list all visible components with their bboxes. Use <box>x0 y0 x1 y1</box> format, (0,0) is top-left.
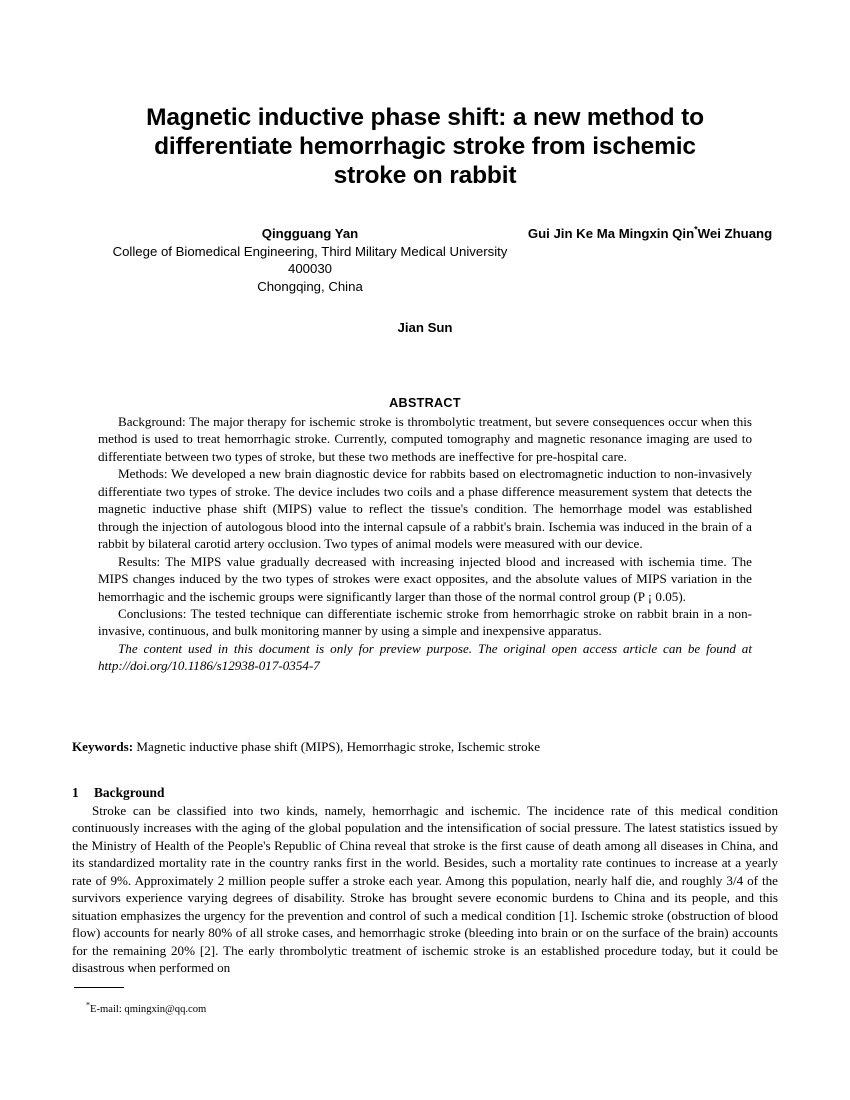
section-paragraph: Stroke can be classified into two kinds, namely, hemorrhagic and ischemic. The incidence rate of this medical condition continuously increases with the aging of the global population and the intensification of social pressure. The latest statistics issued by the Ministry of Health of the People's Republic of China reveal that stroke is the first cause of death among all diseases in China, and its standardized mortality rate in the country ranks first in the world. Besides, such a mortality rate continues to increase at a yearly rate of 9%. Approximately 2 million people suffer a stroke each year. Among this population, nearly half die, and roughly 3/4 of the survivors experience varying degrees of disability. Stroke has brought severe economic burdens to China and its people, and this situation emphasizes the urgency for the prevention and control of such a medical condition [1]. Ischemic stroke (obstruction of blood flow) accounts for nearly 80% of all stroke cases, and hemorrhagic stroke (bleeding into brain or on the surface of the brain) accounts for the remaining 20% [2]. The early thrombolytic treatment of ischemic stroke is an established procedure today, but it could be disastrous when performed on <box>72 803 778 976</box>
abstract-heading: ABSTRACT <box>389 396 461 410</box>
section-body-background <box>72 802 778 977</box>
keywords-line <box>72 738 778 755</box>
abstract-paragraph-background: Background: The major therapy for ischemic stroke is thrombolytic treatment, but severe consequences occur when this method is used to treat hemorrhagic stroke. Currently, computed tomography and magnetic resonance imaging are used to differentiate between two types of stroke, but these two methods are ineffective for pre-hospital care. <box>98 414 752 464</box>
footnote-email <box>86 1000 486 1016</box>
abstract-preview-note: The content used in this document is only for preview purpose. The original open access article can be found at http://doi.org/10.1186/s12938-017-0354-7 <box>98 640 752 674</box>
keywords-value: Magnetic inductive phase shift (MIPS), Hemorrhagic stroke, Ischemic stroke <box>136 739 541 754</box>
author-names-left: Qingguang Yan <box>261 226 359 241</box>
affiliation-line-city: Chongqing, China <box>257 278 363 294</box>
keywords-label: Keywords: <box>72 739 134 754</box>
author-names-right <box>470 225 830 243</box>
footnote-marker: * <box>86 1000 90 1010</box>
abstract-paragraph-methods: Methods: We developed a new brain diagnostic device for rabbits based on electromagnetic induction to non-invasively differentiate two types of stroke. The device includes two coils and a phase difference measurement system that detects the magnetic inductive phase shift (MIPS) value to reflect the tissue's condition. The hemorrhage model was established through the injection of autologous blood into the internal capsule of a rabbit's brain. Ischemia was induced in the brain of a rabbit by bilateral carotid artery occlusion. Two types of animal models were measured with our device. <box>98 466 752 552</box>
affiliation-line-institution: College of Biomedical Engineering, Third Military Medical University <box>112 243 508 259</box>
affiliation-left <box>60 243 560 296</box>
page-title: Magnetic inductive phase shift: a new method to differentiate hemorrhagic stroke from ischemic stroke on rabbit <box>146 104 704 189</box>
abstract-paragraph-results: Results: The MIPS value gradually decreased with increasing injected blood and increased with ischemia time. The MIPS changes induced by the two types of strokes were exact opposites, and the absolute values of MIPS variation in the hemorrhagic and the ischemic groups were significantly larger than those of the normal control group (P ¡ 0.05). <box>98 553 752 604</box>
footnote-text: E-mail: qmingxin@qq.com <box>90 1004 207 1015</box>
affiliation-line-postcode: 400030 <box>287 261 332 277</box>
author-names-right-part1: Gui Jin Ke Ma Mingxin Qin <box>527 226 695 241</box>
section-number: 1 <box>72 785 79 800</box>
author-block <box>60 224 790 335</box>
footnote-separator <box>74 987 124 988</box>
author-group-right <box>470 225 830 243</box>
abstract-body <box>98 413 752 675</box>
section-heading-background <box>72 785 778 801</box>
abstract-paragraph-conclusions: Conclusions: The tested technique can differentiate ischemic stroke from hemorrhagic stroke on rabbit brain in a non-invasive, continuous, and bulk monitoring manner by using a simple and inexpensive apparatus. <box>98 605 752 639</box>
author-names-right-part2: Wei Zhuang <box>697 226 773 241</box>
author-solo: Jian Sun <box>397 320 453 335</box>
section-title: Background <box>94 785 165 800</box>
corresponding-author-marker: * <box>694 224 698 235</box>
